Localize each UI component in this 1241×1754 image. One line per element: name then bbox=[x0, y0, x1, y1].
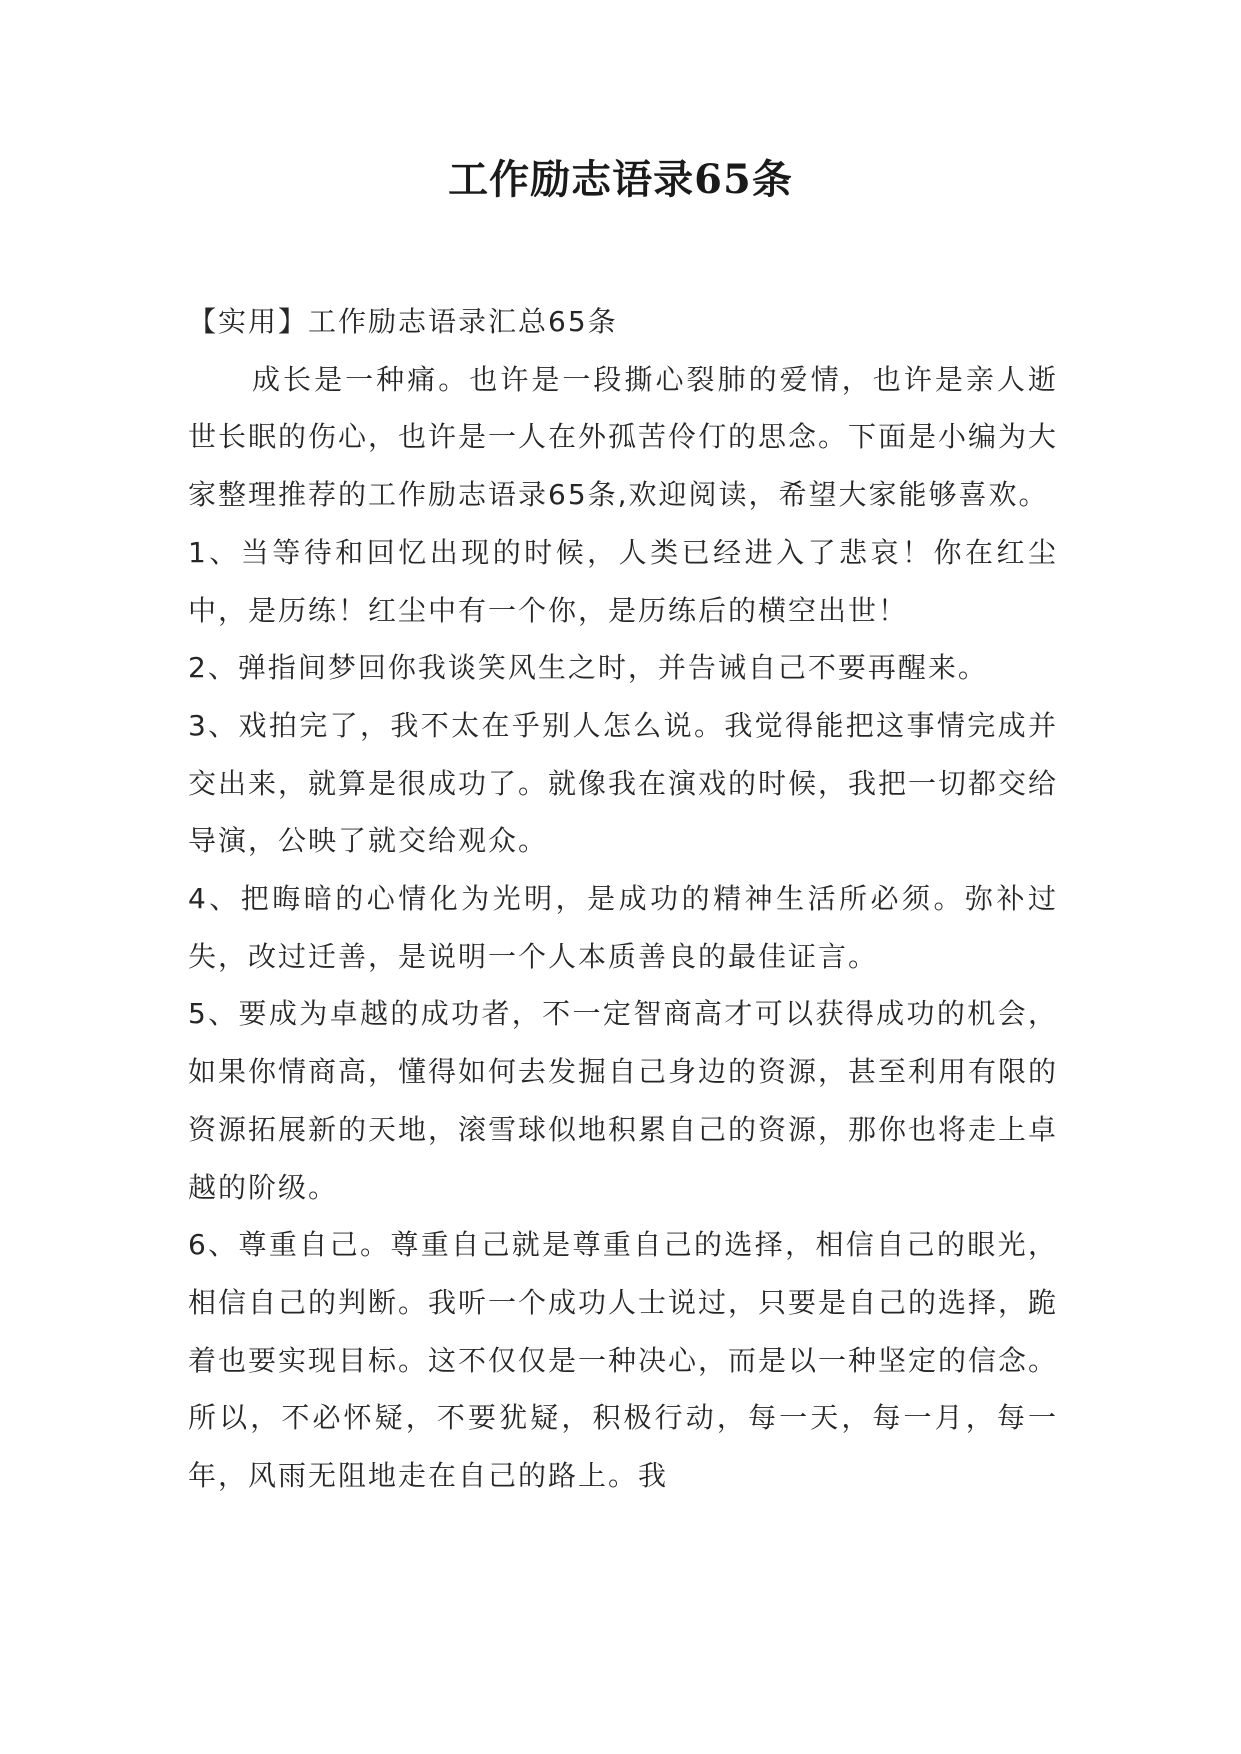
quote-item-3: 3、戏拍完了，我不太在乎别人怎么说。我觉得能把这事情完成并交出来，就算是很成功了。就像我在演戏的时候，我把一切都交给导演，公映了就交给观众。 bbox=[188, 708, 1059, 858]
intro-paragraph: 成长是一种痛。也许是一段撕心裂肺的爱情，也许是亲人逝世长眠的伤心，也许是一人在外孤苦伶仃的思念。下面是小编为大家整理推荐的工作励志语录65条,欢迎阅读，希望大家能够喜欢。 bbox=[188, 362, 1059, 512]
quote-item-6: 6、尊重自己。尊重自己就是尊重自己的选择，相信自己的眼光，相信自己的判断。我听一个成功人士说过，只要是自己的选择，跪着也要实现目标。这不仅仅是一种决心，而是以一种坚定的信念。所以，不必怀疑，不要犹疑，积极行动，每一天，每一月，每一年，风雨无阻地走在自己的路上。我 bbox=[188, 1228, 1059, 1493]
document-subtitle: 【实用】工作励志语录汇总65条 bbox=[188, 305, 618, 338]
document-body bbox=[188, 293, 1058, 1505]
quote-item-5: 5、要成为卓越的成功者，不一定智商高才可以获得成功的机会，如果你情商高，懂得如何去发掘自己身边的资源，甚至利用有限的资源拓展新的天地，滚雪球似地积累自己的资源，那你也将走上卓越的阶级。 bbox=[188, 997, 1059, 1204]
quote-item-4: 4、把晦暗的心情化为光明，是成功的精神生活所必须。弥补过失，改过迁善，是说明一个人本质善良的最佳证言。 bbox=[188, 882, 1058, 973]
quote-item-2: 2、弹指间梦回你我谈笑风生之时，并告诫自己不要再醒来。 bbox=[188, 651, 988, 685]
document-title: 工作励志语录65条 bbox=[448, 156, 793, 203]
quote-item-1: 1、当等待和回忆出现的时候，人类已经进入了悲哀！你在红尘中，是历练！红尘中有一个你，是历练后的横空出世！ bbox=[188, 535, 1058, 627]
